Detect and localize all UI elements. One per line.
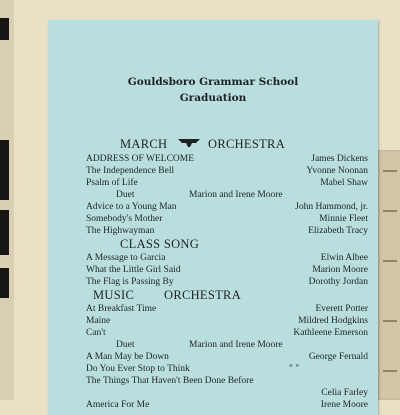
- item-performer: Elizabeth Tracy: [308, 226, 368, 236]
- item-performer: Marion and Irene Moore: [189, 190, 283, 200]
- left-scrap-edge: [0, 0, 14, 400]
- heading-class-song: CLASS SONG: [120, 237, 200, 251]
- item-title: Advice to a Young Man: [86, 202, 177, 212]
- item-performer: John Hammond, jr.: [295, 202, 368, 212]
- heading-orchestra: ORCHESTRA: [208, 137, 286, 151]
- ink-mark: [0, 18, 9, 40]
- heading-orchestra: ORCHESTRA: [164, 288, 242, 302]
- item-title: Maine: [86, 316, 111, 326]
- item-title: A Man May be Down: [86, 352, 169, 362]
- item-performer: " ": [289, 364, 300, 374]
- item-title: ADDRESS OF WELCOME: [86, 154, 195, 164]
- item-performer: Mabel Shaw: [320, 178, 368, 188]
- item-performer: Elwin Albee: [320, 253, 368, 263]
- item-performer: George Fernald: [308, 352, 368, 362]
- heading-music: MUSIC: [93, 288, 135, 302]
- item-performer: Celia Farley: [321, 388, 368, 398]
- ornament-icon: [177, 137, 201, 149]
- item-title: What the Little Girl Said: [86, 265, 181, 275]
- item-title: Psalm of Life: [86, 178, 138, 188]
- item-title: At Breakfast Time: [86, 304, 157, 314]
- item-title: A Message to Garcia: [86, 253, 166, 263]
- item-title: The Flag is Passing By: [86, 277, 174, 287]
- item-title: The Highwayman: [86, 226, 155, 236]
- item-title: The Independence Bell: [86, 166, 175, 176]
- print-stripe: [383, 370, 397, 372]
- ink-mark: [0, 210, 9, 255]
- item-title: The Things That Haven't Been Done Before: [86, 376, 254, 386]
- event-name: Graduation: [179, 92, 247, 104]
- item-performer: Everett Potter: [315, 304, 368, 314]
- item-performer: Irene Moore: [320, 400, 368, 410]
- item-title: Duet: [116, 340, 135, 350]
- item-performer: Yvonne Noonan: [306, 166, 368, 176]
- item-performer: Kathleene Emerson: [293, 328, 368, 338]
- right-scrap-edge: [375, 150, 400, 400]
- ink-mark: [0, 268, 9, 298]
- item-title: Somebody's Mother: [86, 214, 163, 224]
- item-performer: James Dickens: [311, 154, 368, 164]
- item-performer: Marion and Irene Moore: [189, 340, 283, 350]
- item-title: America For Me: [86, 400, 150, 410]
- item-title: Duet: [116, 190, 135, 200]
- school-name: Gouldsboro Grammar School: [127, 76, 299, 88]
- item-performer: Minnie Fleet: [319, 214, 368, 224]
- item-performer: Mildred Hodgkins: [298, 316, 368, 326]
- ink-mark: [0, 140, 9, 200]
- item-performer: Dorothy Jordan: [308, 277, 368, 287]
- program-title: [48, 74, 378, 106]
- print-stripe: [383, 210, 397, 212]
- heading-march: MARCH: [120, 137, 168, 151]
- print-stripe: [383, 170, 397, 172]
- item-performer: Marion Moore: [312, 265, 368, 275]
- print-stripe: [383, 320, 397, 322]
- print-stripe: [383, 260, 397, 262]
- item-title: Do You Ever Stop to Think: [86, 364, 190, 374]
- graduation-program-card: [48, 20, 378, 415]
- item-title: Can't: [86, 328, 106, 338]
